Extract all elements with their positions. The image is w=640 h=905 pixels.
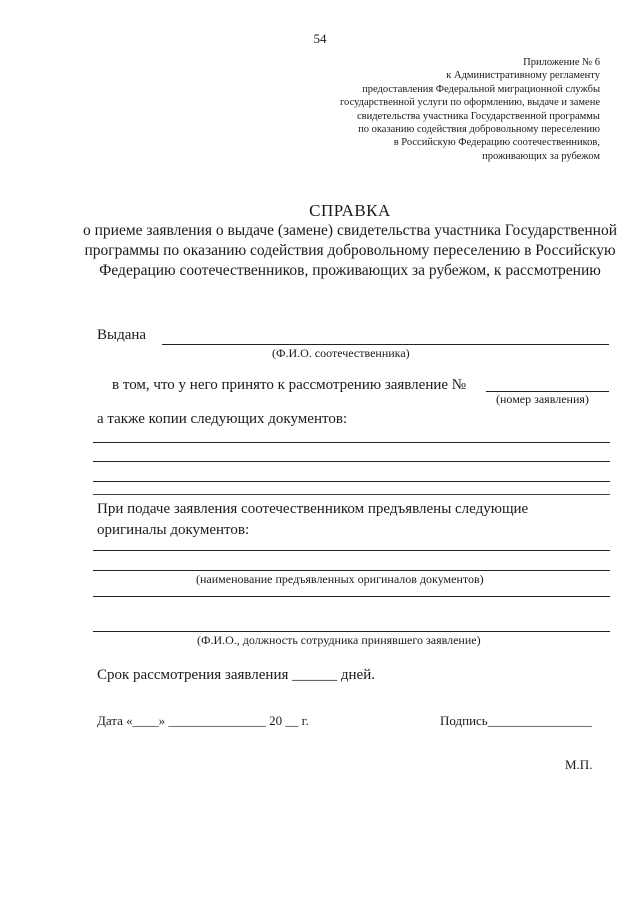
appendix-line: государственной услуги по оформлению, выдаче и замене xyxy=(340,97,600,109)
term-line xyxy=(97,667,375,684)
originals-text-2: оригиналы документов: xyxy=(97,522,250,538)
employee-hint: (Ф.И.О., должность сотрудника принявшего заявление) xyxy=(197,633,481,647)
document-title: СПРАВКА xyxy=(309,201,391,220)
originals-text-1: При подаче заявления соотечественником предъявлены следующие xyxy=(97,501,529,517)
date-field[interactable]: Дата «____» _______________ 20 __ г. xyxy=(97,713,309,728)
originals-line-3[interactable] xyxy=(93,596,610,597)
page-number: 54 xyxy=(313,31,327,46)
appendix-line: в Российскую Федерацию соотечественников, xyxy=(393,137,600,149)
term-suffix: дней. xyxy=(340,667,375,683)
appendix-line: по оказанию содействия добровольному переселению xyxy=(358,124,600,136)
document-subtitle: о приеме заявления о выдаче (замене) свидетельства участника Государственной программы по оказанию содействия добровольному переселению в Российскую Федерацию соотечественников, проживающих за рубежом, к рассмотрению xyxy=(82,222,618,279)
copies-line-4[interactable] xyxy=(93,494,610,495)
originals-hint: (наименование предъявленных оригиналов документов) xyxy=(196,572,484,586)
signature-field[interactable]: Подпись________________ xyxy=(440,713,592,728)
copies-line-3[interactable] xyxy=(93,481,610,482)
copies-line-2[interactable] xyxy=(93,461,610,462)
appendix-line: свидетельства участника Государственной программы xyxy=(356,110,600,122)
appendix-line: Приложение № 6 xyxy=(523,57,600,68)
accepted-text: в том, что у него принято к рассмотрению заявление № xyxy=(112,377,467,393)
term-days-field[interactable]: ______ xyxy=(292,667,338,683)
copies-label: а также копии следующих документов: xyxy=(97,411,348,427)
term-prefix: Срок рассмотрения заявления xyxy=(97,667,289,683)
issued-hint: (Ф.И.О. соотечественника) xyxy=(272,346,410,360)
originals-line-1[interactable] xyxy=(93,550,610,551)
issued-label: Выдана xyxy=(97,327,147,343)
appendix-block xyxy=(270,56,600,163)
stamp-place: М.П. xyxy=(565,757,593,772)
issued-name-field[interactable] xyxy=(162,344,609,345)
appendix-line: проживающих за рубежом xyxy=(482,150,600,162)
application-number-hint: (номер заявления) xyxy=(496,392,589,406)
appendix-line: к Административному регламенту xyxy=(446,70,600,82)
employee-line[interactable] xyxy=(93,631,610,632)
copies-line-1[interactable] xyxy=(93,442,610,443)
appendix-line: предоставления Федеральной миграционной службы xyxy=(362,83,600,95)
originals-line-2[interactable] xyxy=(93,570,610,571)
